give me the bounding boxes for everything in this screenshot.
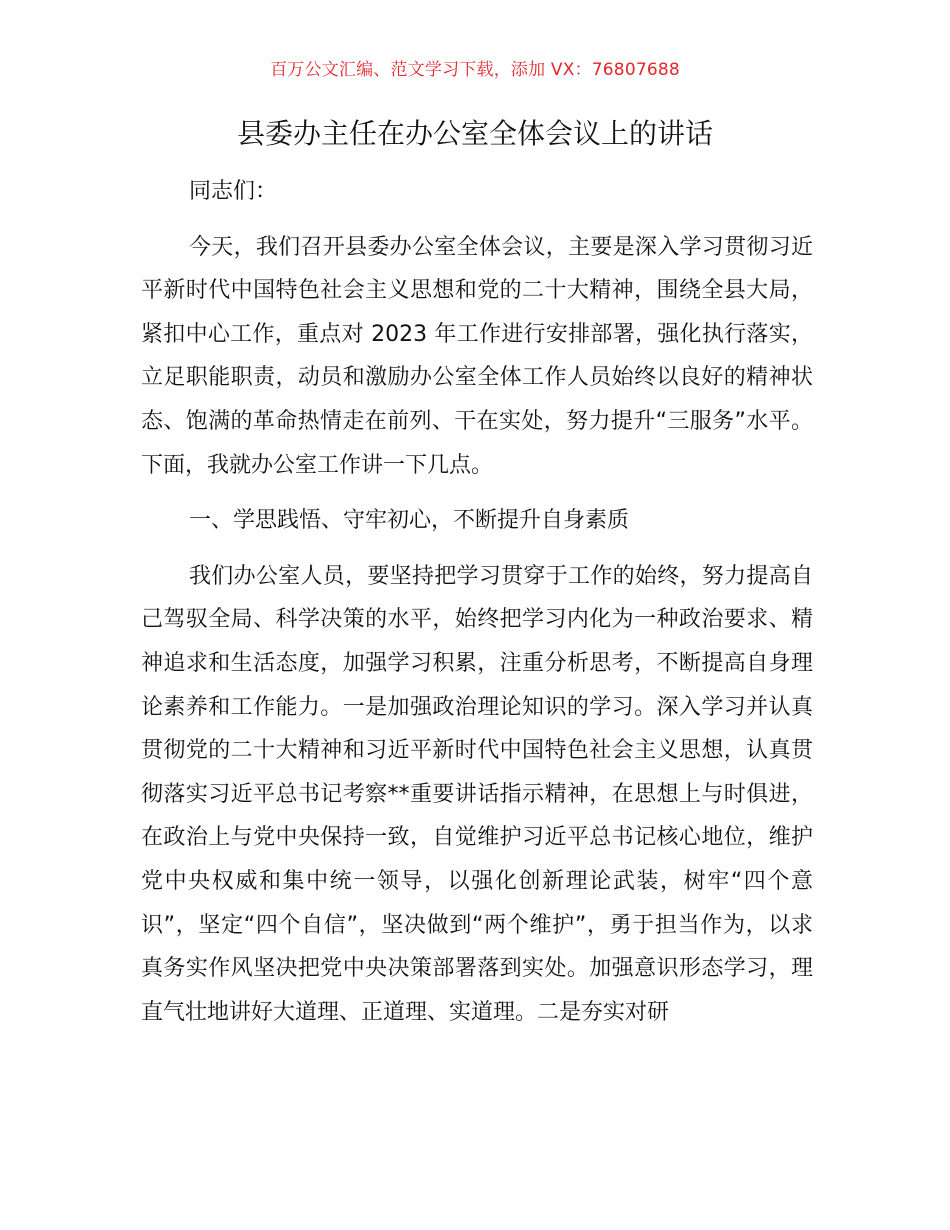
- paragraph-intro: 今天，我们召开县委办公室全体会议，主要是深入学习贯彻习近平新时代中国特色社会主义思想和党的二十大精神，围绕全县大局，紧扣中心工作，重点对 2023 年工作进行安排部署，强化执行落实，立足职能职责，动员和激励办公室全体工作人员始终以良好的精神状态、饱满的革命热情走在前列、干在实处，努力提升“三服务”水平。下面，我就办公室工作讲一下几点。: [141, 234, 813, 478]
- watermark-banner: 百万公文汇编、范文学习下载，添加 VX：76807688: [270, 60, 680, 80]
- document-title: 县委办主任在办公室全体会议上的讲话: [236, 117, 713, 150]
- section-heading-1: 一、学思践悟、守牢初心，不断提升自身素质: [189, 508, 630, 534]
- salutation: 同志们：: [189, 179, 278, 204]
- paragraph-section-1: 我们办公室人员，要坚持把学习贯穿于工作的始终，努力提高自己驾驭全局、科学决策的水平，始终把学习内化为一种政治要求、精神追求和生活态度，加强学习积累，注重分析思考，不断提高自身理论素养和工作能力。一是加强政治理论知识的学习。深入学习并认真贯彻党的二十大精神和习近平新时代中国特色社会主义思想，认真贯彻落实习近平总书记考察**重要讲话指示精神，在思想上与时俱进，在政治上与党中央保持一致，自觉维护习近平总书记核心地位，维护党中央权威和集中统一领导，以强化创新理论武装，树牢“四个意识”，坚定“四个自信”，坚决做到“两个维护”，勇于担当作为，以求真务实作风坚决把党中央决策部署落到实处。加强意识形态学习，理直气壮地讲好大道理、正道理、实道理。二是夯实对研: [141, 563, 813, 1025]
- document-body: [141, 170, 813, 1046]
